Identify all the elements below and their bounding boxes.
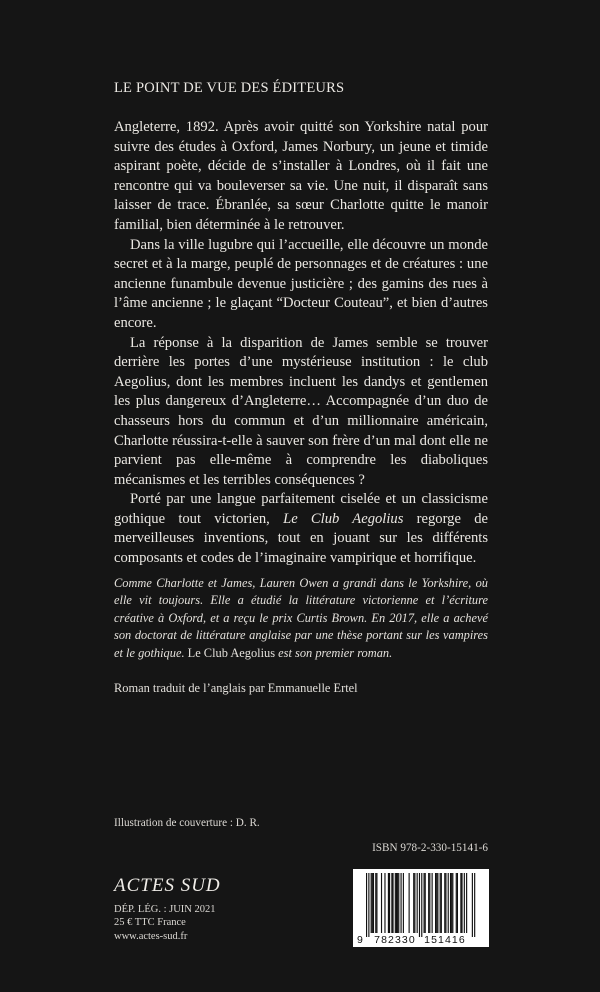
synopsis xyxy=(114,118,488,569)
barcode-bar xyxy=(436,873,437,933)
synopsis-text: regorge de merveilleuses inventions, tout en jouant sur les différents composants et codes de l’imaginaire vampirique et horrifique. xyxy=(114,510,488,567)
barcode-graphic xyxy=(353,869,489,947)
book-title: Le Club Aegolius xyxy=(187,645,276,660)
barcode-bar xyxy=(429,873,430,933)
barcode-bar xyxy=(419,873,420,937)
isbn: ISBN 978-2-330-15141-6 xyxy=(372,842,488,854)
barcode-bar xyxy=(372,873,373,933)
barcode-bar xyxy=(389,873,390,933)
illustration-credit: Illustration de couverture : D. R. xyxy=(114,817,260,829)
barcode-bar xyxy=(445,873,446,933)
synopsis-paragraph xyxy=(114,490,488,568)
barcode-bar xyxy=(403,873,404,933)
barcode-bar xyxy=(452,873,453,933)
section-heading: LE POINT DE VUE DES ÉDITEURS xyxy=(114,80,345,96)
barcode-bar xyxy=(396,873,397,933)
barcode-bar xyxy=(464,873,465,933)
barcode-bar xyxy=(474,873,475,937)
bio-text: Comme Charlotte et James, Lauren Owen a grandi dans le Yorkshire, où elle vit toujours. Elle a étudié la littérature victorienne et l’écriture créative à Oxford, et a reçu le prix Curtis Brown. En 2017, elle a achevé son doctorat de littérature anglaise par une thèse portant sur les vampires et le gothique. xyxy=(114,576,488,660)
barcode-bar xyxy=(401,873,402,933)
author-bio xyxy=(114,575,488,662)
barcode-bar xyxy=(421,873,422,937)
barcode-bar xyxy=(472,873,473,937)
barcode-bar xyxy=(392,873,393,933)
barcode-bar xyxy=(448,873,449,933)
barcode-bar xyxy=(395,873,396,933)
barcode-bar xyxy=(414,873,415,933)
barcode-bar xyxy=(413,873,414,933)
barcode-bar xyxy=(450,873,451,933)
publisher-logo: ACTES SUD xyxy=(114,875,221,896)
barcode-bar xyxy=(366,873,367,937)
barcode-bar xyxy=(381,873,382,933)
barcode-bar xyxy=(388,873,389,933)
barcode-bar xyxy=(375,873,376,933)
translator-credit: Roman traduit de l’anglais par Emmanuelle Ertel xyxy=(114,681,358,695)
legal-info xyxy=(114,903,216,943)
synopsis-text: Porté par une langue parfaitement ciselée et un classicisme gothique tout victorien, xyxy=(114,491,488,527)
barcode-bar xyxy=(424,873,425,933)
barcode-right-digits: 151416 xyxy=(424,934,466,946)
barcode-bar xyxy=(440,873,441,933)
synopsis-paragraph: Dans la ville lugubre qui l’accueille, elle découvre un monde secret et à la marge, peuplé de personnages et de créatures : une ancienne funambule devenue justicière ; des gamins des rues à l’âme ancienne ; le glaçant “Docteur Couteau”, et bien d’autres encore. xyxy=(114,236,488,331)
barcode xyxy=(353,869,489,947)
barcode-bar xyxy=(371,873,372,933)
barcode-bar xyxy=(461,873,462,933)
book-title: Le Club Aegolius xyxy=(283,510,404,527)
bio-text: est son premier roman. xyxy=(275,645,393,660)
barcode-bar xyxy=(432,873,433,933)
barcode-bar xyxy=(376,873,377,933)
barcode-bar xyxy=(417,873,418,933)
legal-deposit: DÉP. LÉG. : JUIN 2021 xyxy=(114,904,216,915)
barcode-bar xyxy=(437,873,438,933)
barcode-bar xyxy=(397,873,398,933)
barcode-bar xyxy=(466,873,467,933)
barcode-bar xyxy=(460,873,461,933)
barcode-bar xyxy=(373,873,374,933)
barcode-left-digits: 782330 xyxy=(374,934,416,946)
barcode-bar xyxy=(398,873,399,933)
barcode-bar xyxy=(456,873,457,933)
barcode-bar xyxy=(441,873,442,933)
synopsis-paragraph: Angleterre, 1892. Après avoir quitté son Yorkshire natal pour suivre des études à Oxford, James Norbury, un jeune et timide aspirant poète, décide de s’installer à Londres, où il fait une rencontre qui va bouleverser sa vie. Une nuit, il disparaît sans laisser de trace. Ébranlée, sa sœur Charlotte quitte le manoir familial, bien déterminée à le retrouver. xyxy=(114,119,488,233)
price: 25 € TTC France xyxy=(114,917,186,929)
barcode-bar xyxy=(444,873,445,933)
barcode-bar xyxy=(428,873,429,933)
barcode-bar xyxy=(384,873,385,933)
barcode-bar xyxy=(409,873,410,933)
barcode-bar xyxy=(435,873,436,933)
barcode-bar xyxy=(451,873,452,933)
barcode-bar xyxy=(425,873,426,933)
synopsis-paragraph: La réponse à la disparition de James semble se trouver derrière les portes d’une mystérieuse institution : le club Aegolius, dont les membres incluent les dandys et gentlemen les plus dangereux d’Angleterre… Accompagnée d’un duo de chasseurs hors du commun et d’un millionnaire américain, Charlotte réussira-t-elle à sauver son frère d’un mal dont elle ne parvient pas elle-même à comprendre les diaboliques mécanismes et les terribles conséquences ? xyxy=(114,334,488,488)
barcode-bar xyxy=(368,873,369,937)
barcode-lead-digit: 9 xyxy=(357,934,363,946)
barcode-bar xyxy=(457,873,458,933)
website: www.actes-sud.fr xyxy=(114,930,188,942)
barcode-bar xyxy=(391,873,392,933)
